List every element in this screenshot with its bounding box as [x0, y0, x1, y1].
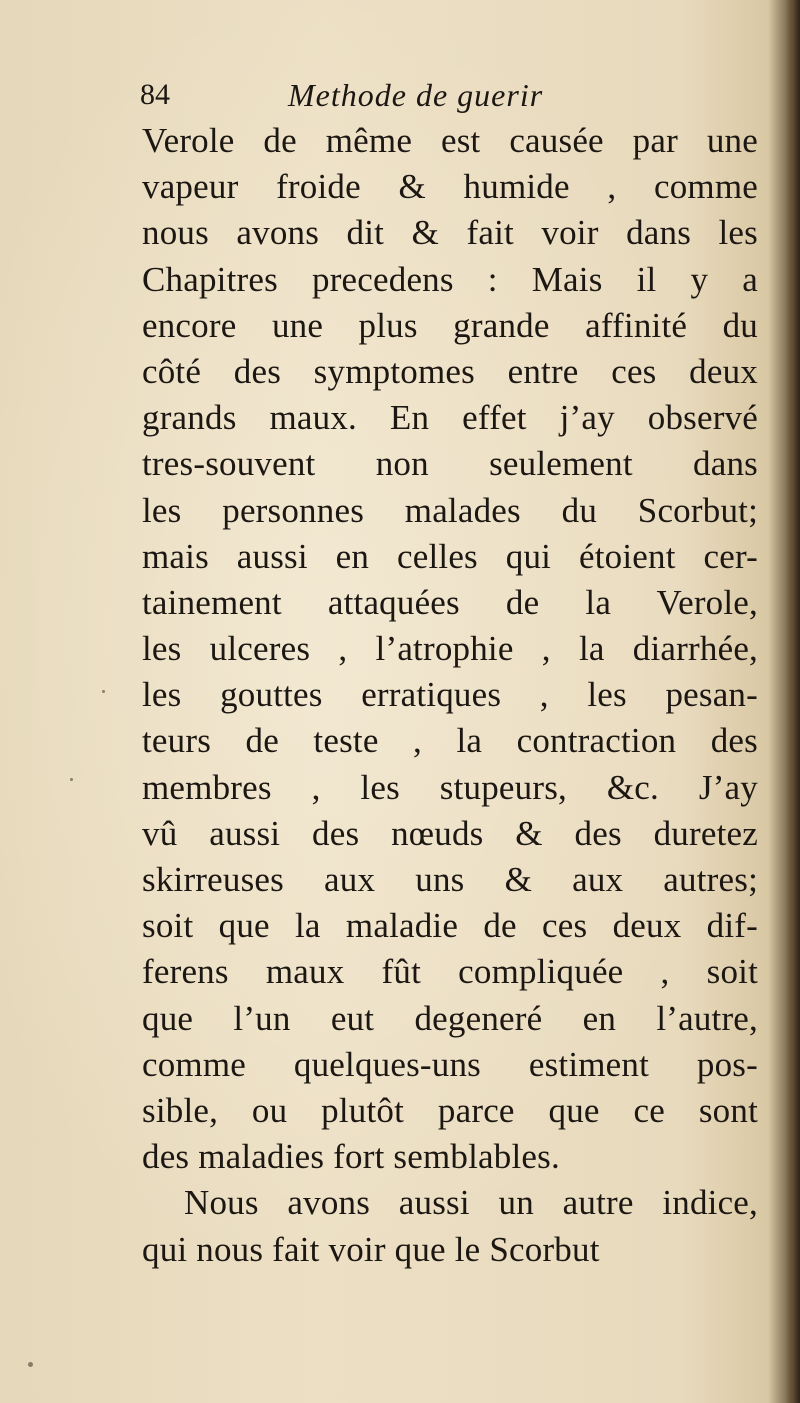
text-line: encore une plus grande affinité du: [142, 305, 758, 345]
paragraph-start-line: Nous avons aussi un autre indice,: [184, 1183, 758, 1223]
text-line: des maladies fort semblables.: [142, 1137, 560, 1177]
text-line: les ulceres , l’atrophie , la diarrhée,: [142, 629, 758, 669]
text-line: membres , les stupeurs, &c. J’ay: [142, 767, 758, 807]
running-title: Methode de guerir: [288, 77, 544, 113]
text-line: les personnes malades du Scorbut;: [142, 490, 758, 530]
paper-speck: [102, 690, 105, 693]
text-line: que l’un eut degeneré en l’autre,: [142, 998, 758, 1038]
text-line: nous avons dit & fait voir dans les: [142, 213, 758, 253]
text-line: tainement attaquées de la Verole,: [142, 582, 758, 622]
text-line: vû aussi des nœuds & des duretez: [142, 813, 758, 853]
text-line: tres-souvent non seulement dans: [142, 444, 758, 484]
text-line: côté des symptomes entre ces deux: [142, 351, 758, 391]
text-line: les gouttes erratiques , les pesan-: [142, 675, 758, 715]
text-line: skirreuses aux uns & aux autres;: [142, 860, 758, 899]
text-line: mais aussi en celles qui étoient cer-: [142, 536, 758, 576]
paper-speck: [70, 778, 73, 781]
body-text: [142, 118, 758, 1273]
text-line: teurs de teste , la contraction des: [142, 721, 758, 761]
text-line: sible, ou plutôt parce que ce sont: [142, 1090, 758, 1130]
page-number: 84: [140, 78, 170, 111]
text-line: Chapitres precedens : Mais il y a: [142, 259, 758, 299]
text-line: ferens maux fût compliquée , soit: [142, 952, 758, 992]
running-head: [140, 70, 740, 120]
text-line: soit que la maladie de ces deux dif-: [142, 906, 758, 946]
text-line: grands maux. En effet j’ay observé: [142, 398, 758, 438]
page-gutter-edge: [786, 0, 800, 1403]
text-line: qui nous fait voir que le Scorbut: [142, 1229, 600, 1269]
paper-speck: [28, 1362, 33, 1367]
text-line: Verole de même est causée par une: [142, 121, 758, 160]
text-line: comme quelques-uns estiment pos-: [142, 1044, 758, 1084]
text-line: vapeur froide & humide , comme: [142, 167, 758, 207]
